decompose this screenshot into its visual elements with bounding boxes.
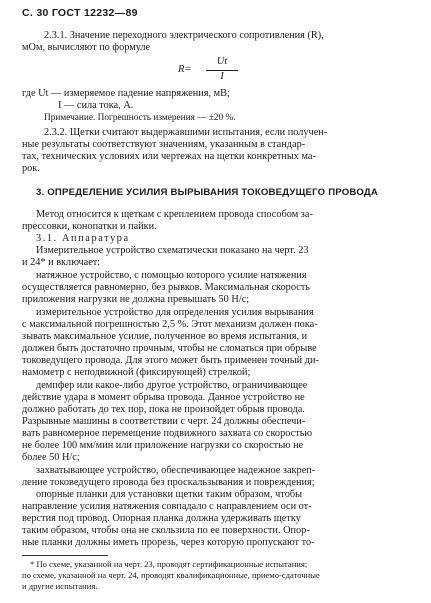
footnote-line: и другие испытания. [22,581,98,591]
list-item: захватывающее устройство, обеспечивающее надежное закреп- [36,465,316,476]
paragraph-line: должно работать до тех пор, пока не произойдет обрыв провода. [22,404,305,415]
footnote-line: по схеме, указанной на черт. 24, проводят квалификационные, приемо-сдаточные [22,570,320,580]
paragraph-line: зывать максимальное усилие, полученное во время испытания, и [22,331,308,342]
paragraph-line: мОм, вычисляют по формуле [22,42,151,53]
subsection-title: 3.1. Аппаратура [36,233,130,244]
paragraph-line: таким образом, чтобы она не скользила по ее поверхности. Опор- [22,525,310,536]
paragraph-line: токоведущего провода. Для этого может быть применен точный ди- [22,355,319,366]
definition-ut: где Ut — измеряемое падение напряжения, мВ; [22,88,230,99]
paragraph-line: прессовки, конопатки и пайки. [22,221,157,232]
paragraph-line: Разрывные машины в соответствии с черт. 24 должны обеспечи- [22,416,306,427]
list-item: демпфер или какое-либо другое устройство, ограничивающее [36,380,308,391]
list-item: натяжное устройство, с помощью которого усилие натяжения [36,270,307,281]
paragraph-line: рок. [22,163,40,174]
paragraph-line: осуществляется равномерно, без рывков. Максимальная скорость [22,282,310,293]
paragraph-line: верстия под провод. Опорная планка должна удерживать щетку [22,513,301,524]
paragraph-line: тах, технических условиях или чертежах на щетки конкретных ма- [22,151,316,162]
paragraph-line: не более 100 мм/мин или приложение нагрузки со скоростью не [22,440,304,451]
formula-denominator: I [220,71,224,82]
paragraph-line: ные планки должны иметь прорезь, через которую пропускают то- [22,537,315,548]
resistance-formula [178,56,268,84]
paragraph-line: намометр с неподвижной (фиксирующей) стрелкой; [22,367,251,378]
footnote-rule [22,555,108,556]
formula-numerator: Ut [216,56,228,67]
paragraph-line: вать равномерное перемещение подвижного захвата со скоростью [22,428,313,439]
paragraph-line: с максимальной погрешностью 2,5 %. Этот механизм должен пока- [22,319,318,330]
paragraph-line: ление токоведущего провода без проскальзывания и повреждения; [22,477,315,488]
paragraph-line: приложения нагрузки не должна превышать 50 Н/с; [22,294,250,305]
definition-i: I — сила тока, А. [58,100,134,111]
list-item: опорные планки для установки щетки таким образом, чтобы [36,489,303,500]
paragraph-line: должен быть достаточно прочным, чтобы не сломаться при обрыве [22,343,317,354]
footnote-line: * По схеме, указанной на черт. 23, проводят сертификационные испытания; [30,559,308,569]
paragraph-line: более 50 Н/с; [22,452,80,463]
paragraph-2-3-1: 2.3.1. Значение переходного электрического сопротивления (R), [44,30,324,41]
paragraph-line: Метод относится к щеткам с креплением провода способом за- [36,209,313,220]
paragraph-line: направление усилия натяжения совпадало с направлением оси от- [22,501,312,512]
paragraph-line: действие удара в момент обрыва провода. Данное устройство не [22,392,305,403]
paragraph-2-3-2: 2.3.2. Щетки считают выдержавшими испытания, если получен- [44,127,328,138]
page-header: С. 30 ГОСТ 12232—89 [22,7,138,19]
note: Примечание. Погрешность измерения — ±20 %. [44,113,236,123]
paragraph-line: ные результаты соответствуют значениям, указанным в стандар- [22,139,306,150]
list-item: измерительное устройство для определения усилия вырывания [36,307,314,318]
paragraph-line: и 24* и включает: [22,257,101,268]
formula-lhs: R= [178,64,192,75]
paragraph-line: Измерительное устройство схематически показано на черт. 23 [36,245,309,256]
section-title: 3. ОПРЕДЕЛЕНИЕ УСИЛИЯ ВЫРЫВАНИЯ ТОКОВЕДУЩЕГО ПРОВОДА [36,187,379,198]
